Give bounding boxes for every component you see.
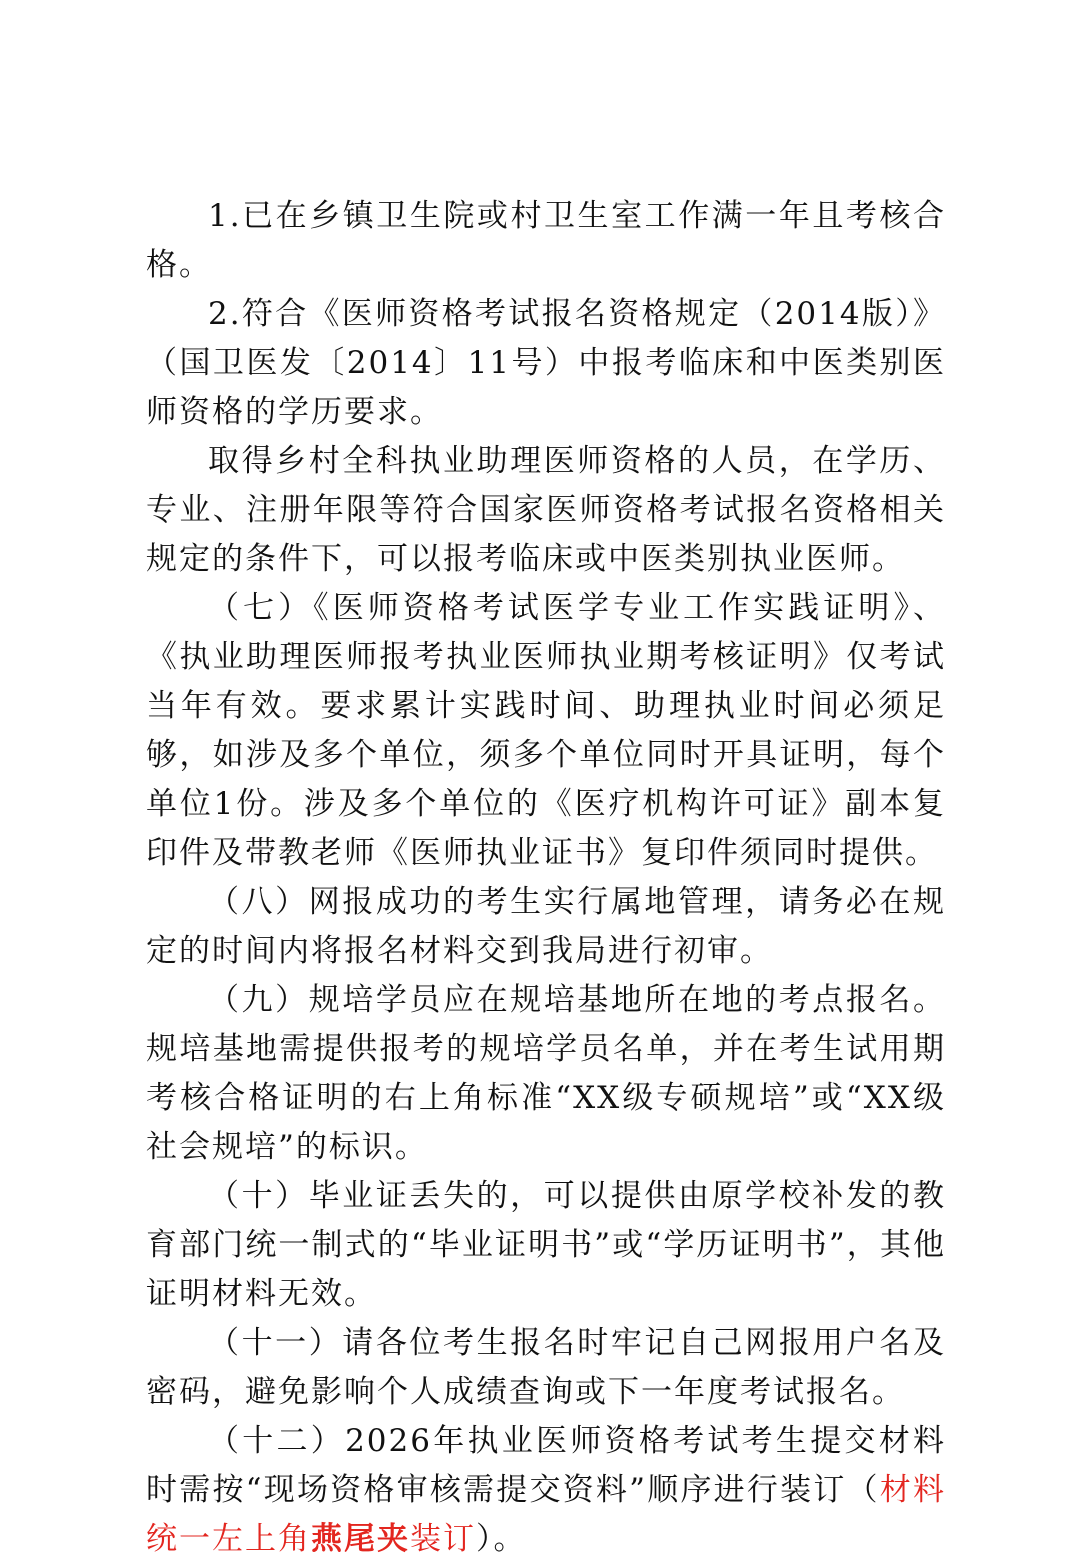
paragraph-12-suffix: ）。 [476, 1521, 527, 1557]
highlight-bold-text: 燕尾夹 [311, 1521, 410, 1557]
paragraph-3: 取得乡村全科执业助理医师资格的人员，在学历、专业、注册年限等符合国家医师资格考试报名资格相关规定的条件下，可以报考临床或中医类别执业医师。 [146, 443, 946, 577]
paragraph-12 [146, 1417, 946, 1564]
paragraph-7: （七）《医师资格考试医学专业工作实践证明》、《执业助理医师报考执业医师执业期考核证明》仅考试当年有效。要求累计实践时间、助理执业时间必须足够，如涉及多个单位，须多个单位同时开具证明，每个单位1份。涉及多个单位的《医疗机构许可证》副本复印件及带教老师《医师执业证书》复印件须同时提供。 [146, 590, 946, 871]
paragraph-9: （九）规培学员应在规培基地所在地的考点报名。规培基地需提供报考的规培学员名单，并在考生试用期考核合格证明的右上角标准“XX级专硕规培”或“XX级社会规培”的标识。 [146, 982, 946, 1165]
document-body [146, 192, 946, 1564]
paragraph-2: 2.符合《医师资格考试报名资格规定（2014版）》（国卫医发〔2014〕11号）中报考临床和中医类别医师资格的学历要求。 [146, 296, 946, 430]
paragraph-11: （十一）请各位考生报名时牢记自己网报用户名及密码，避免影响个人成绩查询或下一年度考试报名。 [146, 1325, 946, 1410]
paragraph-1: 1.已在乡镇卫生院或村卫生室工作满一年且考核合格。 [146, 198, 946, 283]
paragraph-8: （八）网报成功的考生实行属地管理，请务必在规定的时间内将报名材料交到我局进行初审。 [146, 884, 946, 969]
highlight-text-2: 装订 [410, 1521, 476, 1557]
paragraph-12-prefix: （十二）2026年执业医师资格考试考生提交材料时需按“现场资格审核需提交资料”顺序进行装订（ [146, 1423, 946, 1508]
highlight-text: 材料统一左上角 [146, 1472, 947, 1557]
paragraph-10: （十）毕业证丢失的，可以提供由原学校补发的教育部门统一制式的“毕业证明书”或“学历证明书”，其他证明材料无效。 [146, 1178, 946, 1312]
